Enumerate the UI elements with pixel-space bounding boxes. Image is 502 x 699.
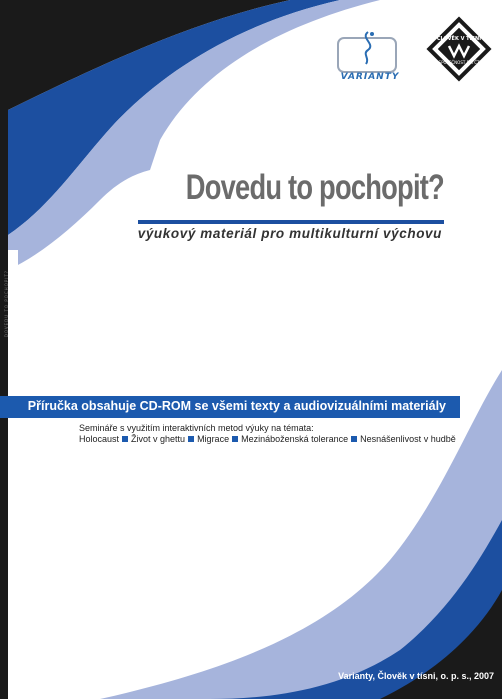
svg-text:ČLOVĚK V TÍSNI: ČLOVĚK V TÍSNI — [436, 36, 482, 42]
topic-list — [79, 434, 456, 444]
subtitle: výukový materiál pro multikulturní výchovu — [137, 226, 442, 241]
topic-item: Migrace — [197, 434, 230, 444]
clovek-v-tisni-icon — [426, 16, 492, 82]
topic-item: Mezináboženská tolerance — [241, 434, 349, 444]
seminar-intro: Semináře s využitím interaktivních metod výuky na témata: — [79, 423, 314, 433]
svg-text:SPOLEČNOST PŘI ČT: SPOLEČNOST PŘI ČT — [438, 60, 480, 65]
varianty-wordmark: VARIANTY — [340, 72, 400, 82]
page-title: Dovedu to pochopit? — [185, 168, 444, 207]
topic-item: Život v ghettu — [131, 434, 186, 444]
bullet-square-icon — [351, 436, 357, 442]
clovek-v-tisni-logo — [426, 16, 492, 82]
bullet-square-icon — [122, 436, 128, 442]
topic-item: Holocaust — [79, 434, 120, 444]
title-divider — [138, 220, 444, 224]
cd-rom-note: Příručka obsahuje CD-ROM se všemi texty a audiovizuálními materiály — [27, 399, 446, 413]
bullet-square-icon — [232, 436, 238, 442]
spine-title: DOVEDU TO POCHOPIT? — [4, 270, 9, 338]
bullet-square-icon — [188, 436, 194, 442]
publisher-line: Varianty, Člověk v tísni, o. p. s., 2007 — [338, 671, 494, 681]
cd-rom-banner — [0, 396, 460, 418]
topic-item: Nesnášenlivost v hudbě — [360, 434, 456, 444]
